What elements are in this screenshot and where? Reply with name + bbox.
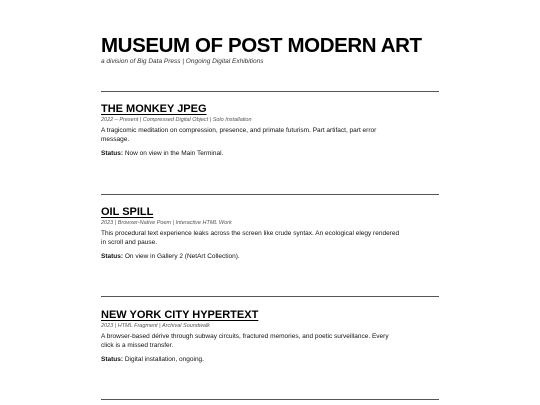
exhibition-title-link[interactable]: OIL SPILL bbox=[101, 206, 154, 218]
status-label: Status: bbox=[101, 150, 124, 157]
exhibition-description: A browser-based dérive through subway circuits, fractured memories, and poetic surveillance. Every click is a missed transfer. bbox=[101, 333, 389, 349]
exhibition-meta: 2022 – Present | Compressed Digital Object | Solo Installation bbox=[101, 117, 252, 123]
exhibition-meta: 2023 | Browser-Native Poem | Interactive HTML Work bbox=[101, 220, 232, 226]
exhibition-title-link[interactable]: NEW YORK CITY HYPERTEXT bbox=[101, 309, 259, 321]
status-label: Status: bbox=[101, 253, 124, 260]
exhibition-status bbox=[101, 253, 439, 262]
page-subtitle: a division of Big Data Press | Ongoing Digital Exhibitions bbox=[101, 58, 264, 65]
divider bbox=[101, 399, 439, 400]
exhibition-entry-oil-spill bbox=[101, 206, 439, 262]
exhibition-meta: 2023 | HTML Fragment | Archival Soundwalk bbox=[101, 323, 210, 329]
exhibition-description: This procedural text experience leaks across the screen like crude syntax. An ecological elegy rendered in scroll and pause. bbox=[101, 230, 400, 246]
divider bbox=[101, 91, 439, 92]
exhibition-title-link[interactable]: THE MONKEY JPEG bbox=[101, 103, 207, 115]
status-text: Digital installation, ongoing. bbox=[124, 356, 204, 363]
status-text: Now on view in the Main Terminal. bbox=[124, 150, 224, 157]
status-text: On view in Gallery 2 (NetArt Collection). bbox=[124, 253, 240, 260]
status-label: Status: bbox=[101, 356, 124, 363]
page-title: MUSEUM OF POST MODERN ART bbox=[101, 34, 422, 57]
exhibition-status bbox=[101, 150, 439, 159]
exhibition-status bbox=[101, 356, 439, 365]
exhibition-description: A tragicomic meditation on compression, presence, and primate futurism. Part artifact, part error message. bbox=[101, 127, 377, 143]
divider bbox=[101, 296, 439, 297]
divider bbox=[101, 194, 439, 195]
exhibition-entry-nyc-hypertext bbox=[101, 309, 439, 365]
exhibition-entry-monkey-jpeg bbox=[101, 103, 439, 159]
